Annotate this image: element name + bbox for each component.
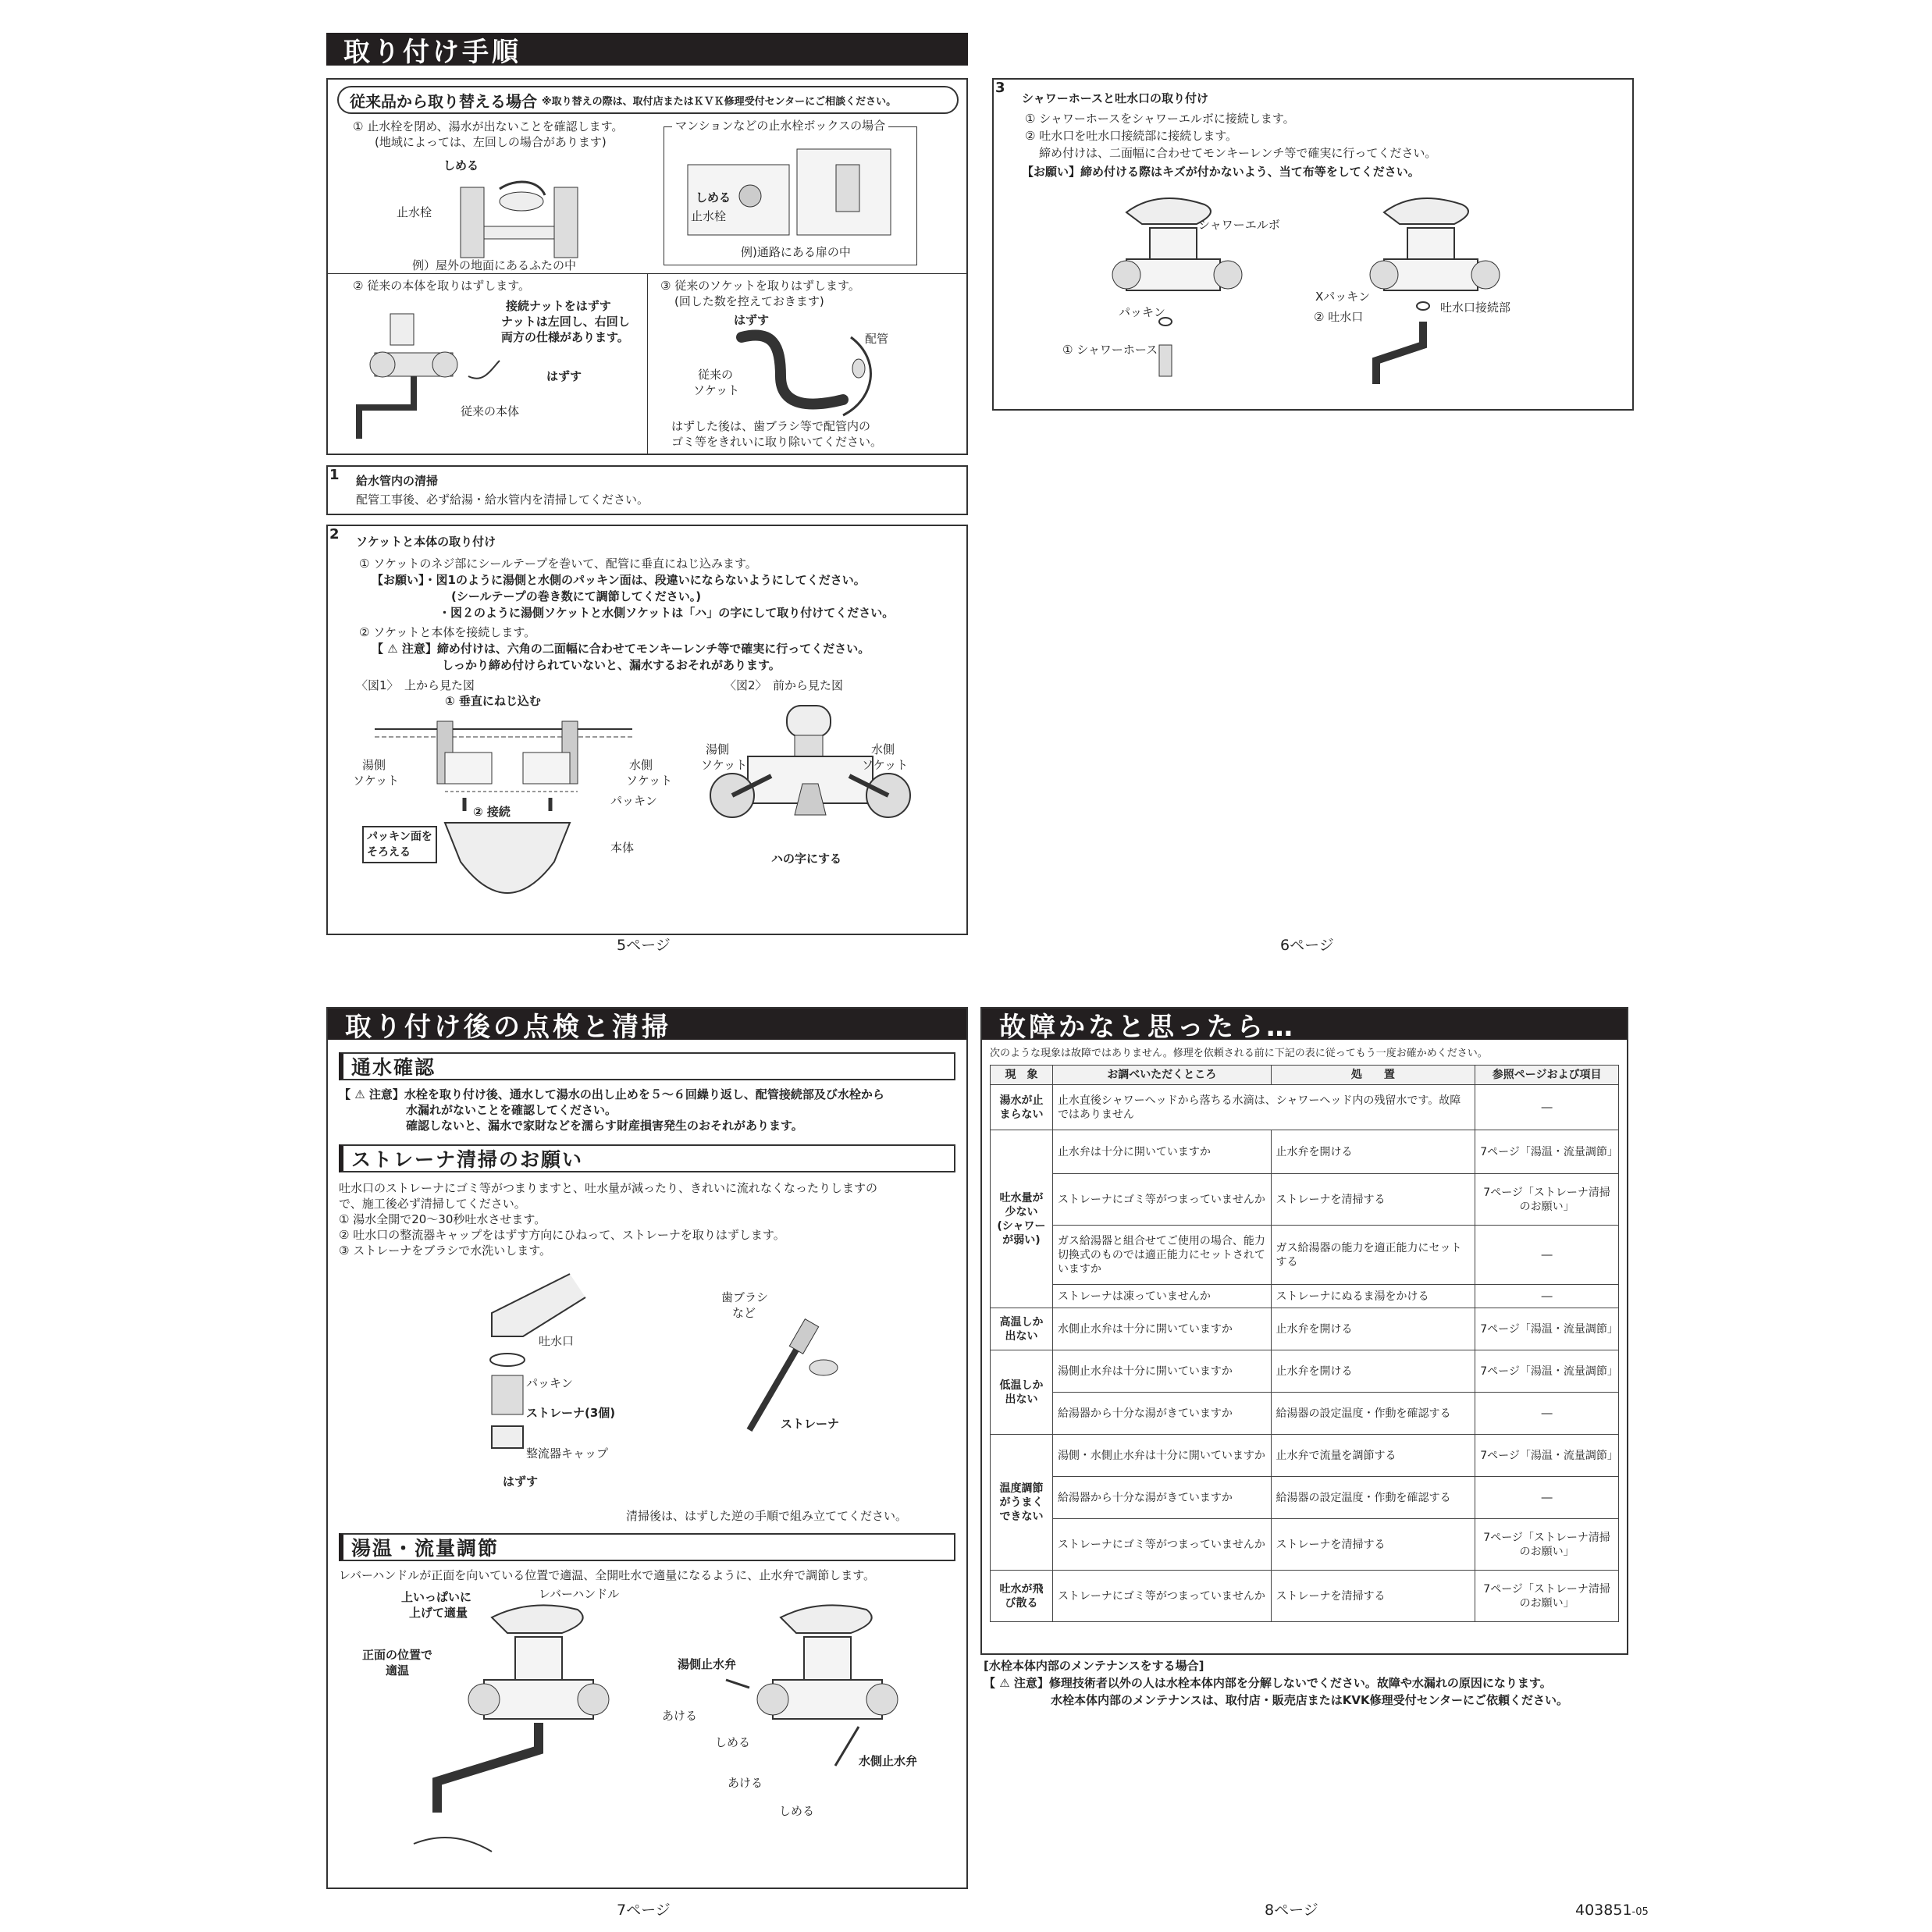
page8-header: 故障かなと思ったら… [982,1009,1627,1040]
water-check-heading: 通水確認 [339,1052,955,1080]
step3-line3: 締め付けは、二面幅に合わせてモンキーレンチ等で確実に行ってください。 [1039,146,1437,160]
spout-illustration [1368,189,1525,392]
table-row [991,1350,1619,1393]
cell-action: 止水弁を開ける [1271,1350,1475,1393]
cell-action: ストレーナを清掃する [1271,1174,1475,1226]
strainer-heading: ストレーナ清掃のお願い [339,1144,955,1172]
lab-remove: はずす [503,1475,539,1489]
step2-line4: ・図２のように湯側ソケットと水側ソケットは「ハ」の字にして取り付けてください。 [439,606,895,620]
cell-reference: ― [1475,1285,1619,1308]
lab-up1: 上いっぱいに [401,1590,472,1604]
strainer-line4: ② 吐水口の整流器キャップをはずす方向にひねって、ストレーナを取りはずします。 [339,1228,785,1242]
box-close-label: しめる [696,190,731,205]
r1-close-label: しめる [443,158,479,173]
cell-reference: 7ページ「ストレーナ清掃のお願い」 [1475,1174,1619,1226]
cell-check: ストレーナにゴミ等がつまっていませんか [1052,1519,1271,1571]
table-row [991,1226,1619,1285]
step2-number: 2 [329,526,340,543]
step1-title: 給水管内の清掃 [356,474,439,488]
cell-check: 湯側止水弁は十分に開いていますか [1052,1350,1271,1393]
cell-action: ストレーナを清掃する [1271,1519,1475,1571]
step3-line1: ① シャワーホースをシャワーエルボに接続します。 [1025,112,1295,126]
page5-header: 取り付け手順 [326,33,968,66]
hose-label: ① シャワーホース [1062,343,1158,357]
r3-note: (回した数を控えておきます) [674,294,824,308]
cell-action: ストレーナを清掃する [1271,1571,1475,1622]
cell-check: ガス給湯器と組合せてご使用の場合、能力切換式のものでは適正能力にセットされていますか [1052,1226,1271,1285]
r2-step: ② 従来の本体を取りはずします。 [353,279,531,293]
spout-conn-label: 吐水口接続部 [1440,301,1511,315]
box-caption: 例)通路にある扉の中 [741,245,851,259]
page-number-5: 5ページ [617,937,671,954]
r3-pipe: 配管 [865,332,889,346]
cell-check: 止水直後シャワーヘッドから落ちる水滴は、シャワーヘッド内の残留水です。故障ではありません [1052,1085,1475,1130]
cell-action: 止水弁を開ける [1271,1308,1475,1350]
lab-lever: レバーハンドル [539,1587,620,1601]
document-number-suffix: -05 [1631,1906,1649,1918]
fig1-align2: そろえる [367,846,411,859]
cell-reference: 7ページ「ストレーナ清掃のお願い」 [1475,1571,1619,1622]
fig1-cold2: ソケット [626,774,673,788]
cell-action: 給湯器の設定温度・作動を確認する [1271,1393,1475,1435]
xpacking-label: Xパッキン [1315,290,1371,304]
fig1-label: 〈図1〉 上から見た図 [356,678,475,692]
cell-reference: ― [1475,1393,1619,1435]
table-row [991,1393,1619,1435]
box-case-title: マンションなどの止水栓ボックスの場合 [672,118,888,133]
fig1-top-view [375,706,656,924]
r3-socket2: ソケット [693,383,740,397]
page-number-6: 6ページ [1280,937,1334,954]
r3-step: ③ 従来のソケットを取りはずします。 [660,279,860,293]
cell-check: ストレーナにゴミ等がつまっていませんか [1052,1174,1271,1226]
cell-reference: 7ページ「湯温・流量調節」 [1475,1350,1619,1393]
table-row [991,1571,1619,1622]
troubleshoot-table [990,1065,1619,1622]
fig2-cold2: ソケット [862,758,909,772]
maintenance-title: [水栓本体内部のメンテナンスをする場合] [984,1659,1204,1673]
strainer-after: 清掃後は、はずした逆の手順で組み立ててください。 [626,1509,908,1523]
replace-title: 従来品から取り替える場合 ※取り替えの際は、取付店またはＫＶＫ修理受付センターにご相談ください。 [337,86,959,114]
step2-section [326,525,968,935]
cell-reference: 7ページ「ストレーナ清掃のお願い」 [1475,1519,1619,1571]
cell-reference: 7ページ「湯温・流量調節」 [1475,1435,1619,1477]
fig1-align-box [362,826,437,863]
step1-section [326,465,968,515]
outdoor-valve-illustration [453,172,609,265]
cell-reference: ― [1475,1477,1619,1519]
r2-nut2: ナットは左回し、右回し [501,315,630,329]
page7-header: 取り付け後の点検と清掃 [328,1009,966,1040]
lab-packing: パッキン [526,1376,573,1390]
cell-reference: ― [1475,1085,1619,1130]
table-row [991,1085,1619,1130]
strainer-line2: で、施工後必ず清掃してください。 [339,1197,526,1211]
lab-hot-valve: 湯側止水弁 [678,1657,737,1671]
fig2-ha: ハの字にする [771,852,842,866]
strainer-line3: ① 湯水全開で20～30秒吐水させます。 [339,1212,546,1226]
cell-check: 湯側・水側止水弁は十分に開いていますか [1052,1435,1271,1477]
cell-check: ストレーナは凍っていませんか [1052,1285,1271,1308]
lab-strainer3: ストレーナ(3個) [526,1406,616,1420]
col-check: お調べいただくところ [1052,1066,1271,1085]
lab-strainer: ストレーナ [781,1417,840,1431]
cell-phenomenon: 吐水量が少ない (シャワーが弱い) [991,1130,1053,1308]
replace-section [326,78,968,455]
step3-line4: 【お願い】締め付ける際はキズが付かないよう、当て布等をしてください。 [1022,165,1420,179]
table-row [991,1477,1619,1519]
maintenance-line1: 【 ⚠ 注意】修理技術者以外の人は水栓本体内部を分解しないでください。故障や水漏れの原因になります。 [984,1676,1552,1690]
table-row [991,1435,1619,1477]
cell-check: 給湯器から十分な湯がきていますか [1052,1393,1271,1435]
lab-up2: 上げて適量 [409,1606,468,1620]
step2-line2: 【お願い】・図1のように湯側と水側のパッキン面は、段違いにならないようにしてください。 [372,573,866,587]
cell-phenomenon: 温度調節がうまくできない [991,1435,1053,1571]
cell-action: 止水弁を開ける [1271,1130,1475,1174]
col-action: 処 置 [1271,1066,1475,1085]
cell-action: 止水弁で流量を調節する [1271,1435,1475,1477]
table-row [991,1308,1619,1350]
r3-note2: ゴミ等をきれいに取り除いてください。 [671,435,883,449]
lever-faucet-illustration [406,1594,609,1875]
fig1-packing: パッキン [610,794,657,808]
step1-number: 1 [329,467,340,483]
page7-frame [326,1007,968,1889]
strainer-parts-illustration [445,1266,601,1461]
page-number-7: 7ページ [617,1902,671,1919]
col-reference: 参照ページおよび項目 [1475,1066,1619,1085]
step3-title: シャワーホースと吐水口の取り付け [1022,91,1208,105]
step3-section [992,78,1634,411]
fig1-align1: パッキン面を [367,831,432,843]
fig2-cold1: 水側 [871,742,895,756]
step2-line5: ② ソケットと本体を接続します。 [359,625,536,639]
old-faucet-illustration [351,306,531,447]
lab-open2: あける [728,1776,763,1790]
cell-phenomenon: 湯水が止まらない [991,1085,1053,1130]
table-row [991,1285,1619,1308]
socket-illustration [726,322,882,423]
page8-frame [980,1007,1628,1655]
cell-check: ストレーナにゴミ等がつまっていませんか [1052,1571,1271,1622]
fig2-hot2: ソケット [701,758,748,772]
step3-number: 3 [995,80,1005,96]
cell-check: 水側止水弁は十分に開いていますか [1052,1308,1271,1350]
box-valve-label: 止水栓 [691,209,727,223]
lab-close1: しめる [715,1735,751,1749]
r1-note: (地域によっては、左回しの場合があります) [375,135,607,149]
step2-line1: ① ソケットのネジ部にシールテープを巻いて、配管に垂直にねじ込みます。 [359,557,757,571]
fig1-vertical: ① 垂直にねじ込む [445,694,541,708]
r3-socket1: 従来の [698,368,734,382]
fig1-connect: ② 接続 [473,805,511,819]
lab-spout: 吐水口 [539,1334,575,1348]
r1-valve-label: 止水栓 [397,205,432,219]
cell-action: ストレーナにぬるま湯をかける [1271,1285,1475,1308]
cell-reference: 7ページ「湯温・流量調節」 [1475,1308,1619,1350]
water-line3: 確認しないと、漏水で家財などを濡らす財産損害発生のおそれがあります。 [406,1119,803,1133]
page-number-8: 8ページ [1265,1902,1318,1919]
table-row [991,1174,1619,1226]
strainer-line1: 吐水口のストレーナにゴミ等がつまりますと、吐水量が減ったり、きれいに流れなくなったりしますの [339,1181,878,1195]
cell-check: 給湯器から十分な湯がきていますか [1052,1477,1271,1519]
step1-text: 配管工事後、必ず給湯・給水管内を清掃してください。 [356,493,649,507]
step2-line3: (シールテープの巻き数にて調節してください。) [451,589,702,603]
cell-phenomenon: 吐水が飛び散る [991,1571,1053,1622]
lab-open1: あける [662,1709,698,1723]
r2-remove: はずす [546,369,582,383]
lab-front1: 正面の位置で [362,1648,433,1662]
box-case [664,119,917,265]
fig1-body: 本体 [610,841,635,855]
cell-reference: 7ページ「湯温・流量調節」 [1475,1130,1619,1174]
r1-step: ① 止水栓を閉め、湯水が出ないことを確認します。 [353,119,624,133]
temp-heading: 湯温・流量調節 [339,1533,955,1561]
fig1-hot1: 湯側 [362,758,386,772]
r2-nut1: 接続ナットをはずす [506,299,611,313]
table-row [991,1130,1619,1174]
spout-label: ② 吐水口 [1314,310,1364,324]
fig1-hot2: ソケット [353,774,400,788]
maintenance-line2: 水栓本体内部のメンテナンスは、取付店・販売店またはKVK修理受付センターにご依頼ください。 [1051,1693,1569,1707]
intro-text: 次のような現象は故障ではありません。修理を依頼される前に下記の表に従ってもう一度お確かめください。 [990,1048,1488,1059]
r3-remove: はずす [734,313,770,327]
document-number [1575,1902,1649,1919]
fig2-hot1: 湯側 [706,742,730,756]
strainer-line5: ③ ストレーナをブラシで水洗いします。 [339,1244,552,1258]
water-line1: 【 ⚠ 注意】水栓を取り付け後、通水して湯水の出し止めを５～６回繰り返し、配管接続部及び水栓から [339,1087,884,1101]
cell-phenomenon: 低温しか出ない [991,1350,1053,1435]
r2-nut3: 両方の仕様があります。 [501,330,629,344]
lab-close2: しめる [779,1804,815,1818]
cell-reference: ― [1475,1226,1619,1285]
r3-note1: はずした後は、歯ブラシ等で配管内の [671,419,871,433]
lab-front2: 適温 [386,1663,410,1678]
lab-cap: 整流器キャップ [526,1446,609,1461]
fig2-label: 〈図2〉 前から見た図 [724,678,844,692]
temp-line1: レバーハンドルが正面を向いている位置で適温、全開吐水で適量になるように、止水弁で調節します。 [339,1568,876,1582]
elbow-label: シャワーエルボ [1198,218,1280,232]
col-phenomenon: 現 象 [991,1066,1053,1085]
step2-line6: 【 ⚠ 注意】締め付けは、六角の二面幅に合わせてモンキーレンチ等で確実に行ってください。 [372,642,870,656]
cell-check: 止水弁は十分に開いていますか [1052,1130,1271,1174]
divider [647,273,648,454]
cell-phenomenon: 高温しか出ない [991,1308,1053,1350]
cell-action: ガス給湯器の能力を適正能力にセットする [1271,1226,1475,1285]
document-number-main: 403851 [1575,1902,1632,1919]
fig1-cold1: 水側 [629,758,653,772]
cell-action: 給湯器の設定温度・作動を確認する [1271,1477,1475,1519]
table-row [991,1519,1619,1571]
r2-body: 従来の本体 [461,404,520,418]
packing-label: パッキン [1119,305,1165,319]
step3-line2: ② 吐水口を吐水口接続部に接続します。 [1025,129,1238,143]
r1-caption: 例）屋外の地面にあるふたの中 [412,258,577,272]
step2-title: ソケットと本体の取り付け [356,535,496,549]
water-line2: 水漏れがないことを確認してください。 [406,1103,617,1117]
lab-brush1: 歯ブラシ [721,1290,769,1304]
lab-cold-valve: 水側止水弁 [859,1754,918,1768]
lab-brush2: など [732,1306,756,1320]
step2-line7: しっかり締め付けられていないと、漏水するおそれがあります。 [442,658,781,672]
